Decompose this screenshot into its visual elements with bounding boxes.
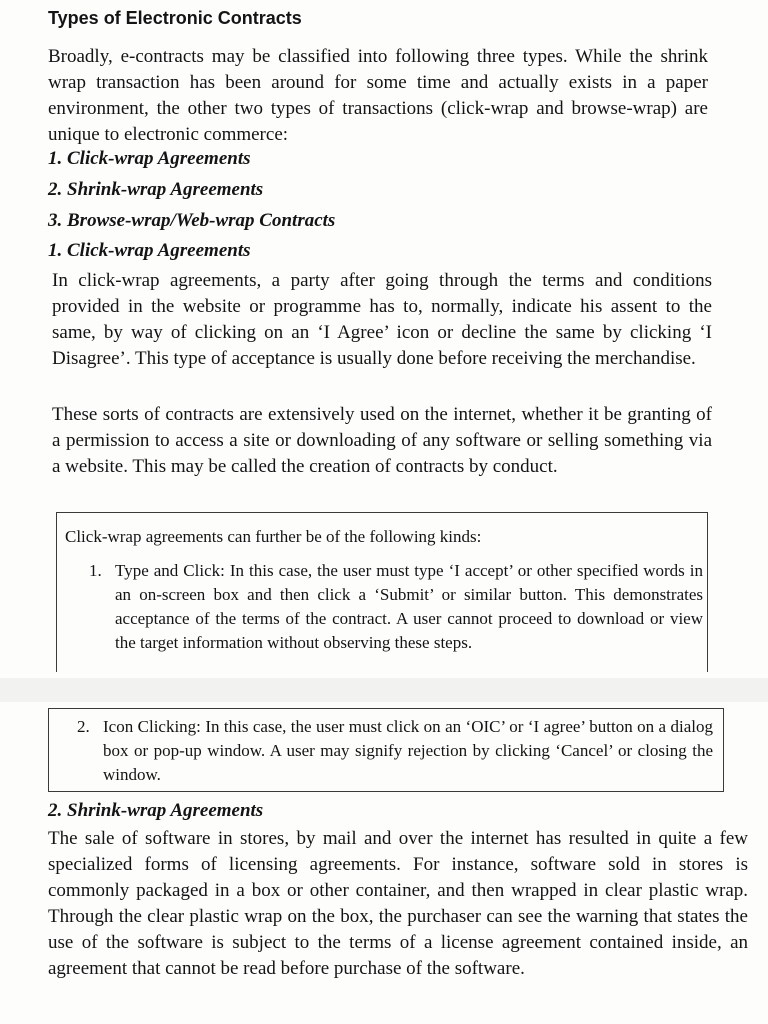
kinds-intro: Click-wrap agreements can further be of the following kinds: [65, 527, 482, 546]
click-wrap-heading: 1. Click-wrap Agreements [48, 240, 251, 261]
page-gap [0, 678, 768, 702]
kinds-item-text: Icon Clicking: In this case, the user must click on an ‘OIC’ or ‘I agree’ button on a dialog box or pop-up window. A user may signify rejection by clicking ‘Cancel’ or closing the window. [103, 717, 713, 784]
kinds-item-icon-clicking [77, 715, 713, 787]
shrink-wrap-paragraph: The sale of software in stores, by mail and over the internet has resulted in quite a few specialized forms of licensing agreements. For instance, software sold in stores is commonly packaged in a box or other container, and then wrapped in clear plastic wrap. Through the clear plastic wrap on the box, the purchaser can see the warning that states the use of the software is subject to the terms of a license agreement contained inside, an agreement that cannot be read before purchase of the software. [48, 828, 748, 979]
click-wrap-kinds-box [56, 512, 708, 672]
contract-type-item: 1. Click-wrap Agreements [48, 148, 251, 169]
kinds-item-type-and-click [89, 559, 703, 655]
shrink-wrap-heading: 2. Shrink-wrap Agreements [48, 800, 264, 821]
section-heading: Types of Electronic Contracts [48, 8, 302, 28]
kinds-item-text: Type and Click: In this case, the user must type ‘I accept’ or other specified words in an on-screen box and then click a ‘Submit’ or similar button. This demonstrates acceptance of the terms of the contract. A user cannot proceed to download or view the target information without observing these steps. [115, 561, 703, 652]
kinds-item-number: 1. [89, 561, 102, 580]
intro-paragraph: Broadly, e-contracts may be classified into following three types. While the shrink wrap transaction has been around for some time and actually exists in a paper environment, the other two types of transactions (click-wrap and browse-wrap) are unique to electronic commerce: [48, 46, 708, 145]
contract-type-item: 2. Shrink-wrap Agreements [48, 179, 264, 200]
contract-type-item: 3. Browse-wrap/Web-wrap Contracts [48, 210, 336, 231]
kinds-item-number: 2. [77, 717, 90, 736]
contract-types-list [48, 143, 688, 236]
click-wrap-kinds-box-continued [48, 708, 724, 792]
click-wrap-paragraph-1: In click-wrap agreements, a party after going through the terms and conditions provided in the website or programme has to, normally, indicate his assent to the same, by way of clicking on an ‘I Agree’ icon or decline the same by clicking ‘I Disagree’. This type of acceptance is usually done before receiving the merchandise. [52, 270, 712, 369]
click-wrap-paragraph-2: These sorts of contracts are extensively used on the internet, whether it be granting of a permission to access a site or downloading of any software or selling something via a website. This may be called the creation of contracts by conduct. [52, 404, 712, 477]
